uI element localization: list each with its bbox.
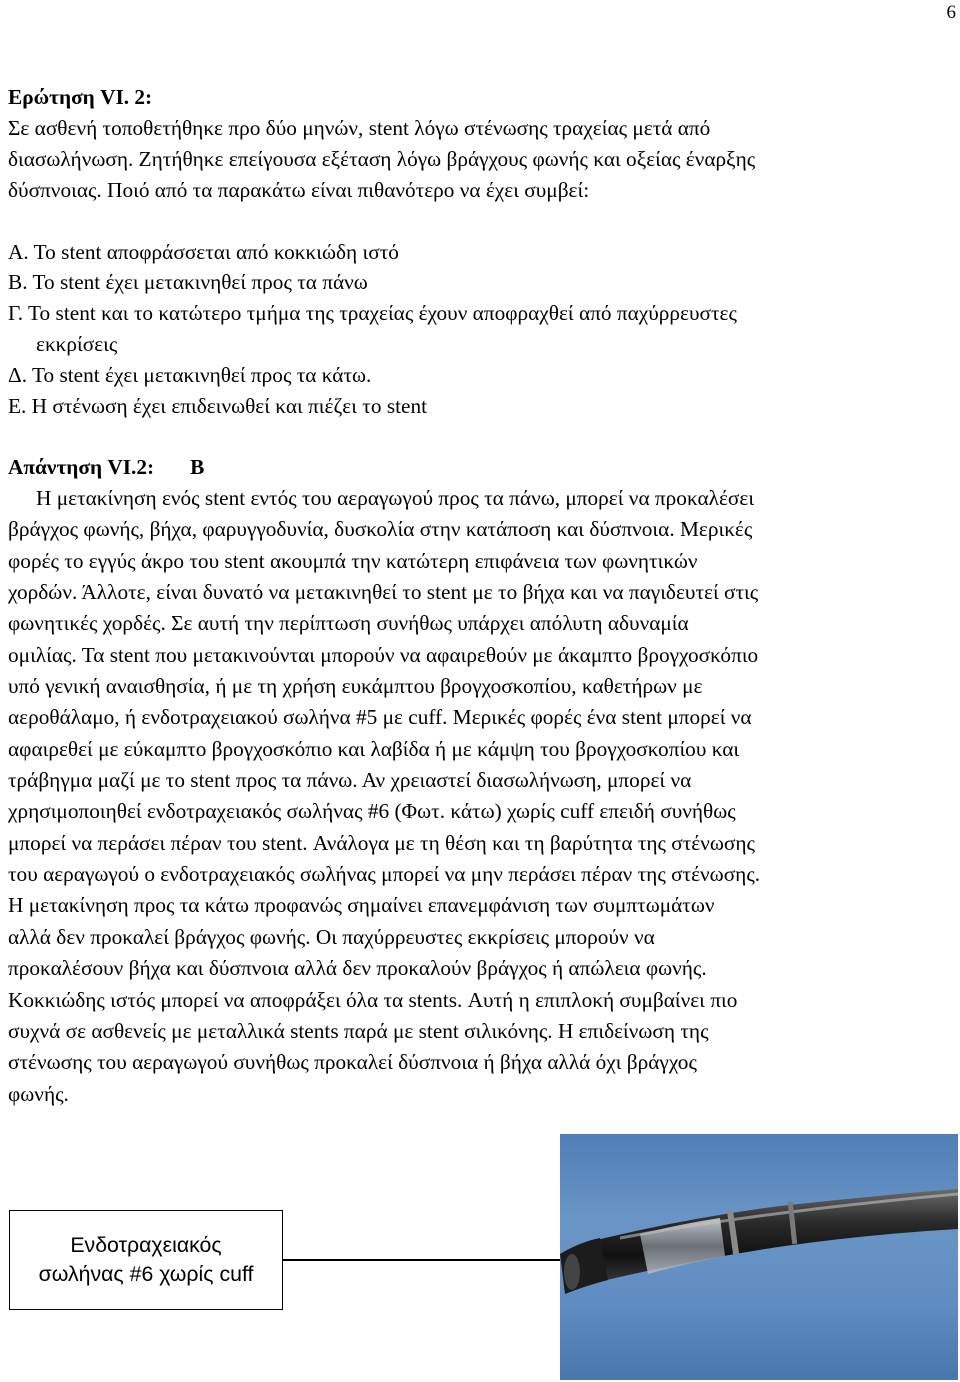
answer-line: υπό γενική αναισθησία, ή με τη χρήση ευκάμπτου βρογχοσκοπίου, καθετήρων με	[8, 674, 703, 699]
answer-line: χρησιμοποιηθεί ενδοτραχειακός σωλήνας #6 (Φωτ. κάτω) χωρίς cuff επειδή συνήθως	[8, 799, 736, 824]
answer-letter: Β	[190, 455, 205, 479]
answer-line: βράγχος φωνής, βήχα, φαρυγγοδυνία, δυσκολία στην κατάποση και δύσπνοια. Μερικές	[8, 517, 753, 542]
answer-line: του αεραγωγού ο ενδοτραχειακός σωλήνας μπορεί να μην περάσει πέραν της στένωσης.	[8, 862, 761, 887]
option-e: Ε. Η στένωση έχει επιδεινωθεί και πιέζει το stent	[8, 394, 428, 418]
answer-heading	[8, 452, 204, 483]
answer-line: Κοκκιώδης ιστός μπορεί να αποφράξει όλα τα stents. Αυτή η επιπλοκή συμβαίνει πιο	[8, 987, 738, 1012]
question-stem-line: δύσπνοιας. Ποιό από τα παρακάτω είναι πιθανότερο να έχει συμβεί:	[8, 178, 590, 202]
option-a: Α. Το stent αποφράσσεται από κοκκιώδη ιστό	[8, 240, 399, 264]
answer-line: φορές το εγγύς άκρο του stent ακουμπά την κατώτερη επιφάνεια των φωνητικών	[8, 548, 698, 573]
answer-line: συχνά σε ασθενείς με μεταλλικά stents παρά με stent σιλικόνης. Η επιδείνωση της	[8, 1018, 709, 1043]
page-number: 6	[946, 2, 956, 23]
answer-line: στένωσης του αεραγωγού συνήθως προκαλεί δύσπνοια ή βήχα αλλά όχι βράγχος	[8, 1050, 697, 1075]
figure-callout-box	[9, 1210, 283, 1310]
callout-connector-line	[283, 1259, 560, 1261]
answer-line: αφαιρεθεί με εύκαμπτο βρογχοσκόπιο και λαβίδα ή με κάμψη του βρογχοσκοπίου και	[8, 736, 740, 761]
answer-line: Η μετακίνηση ενός stent εντός του αεραγωγού προς τα πάνω, μπορεί να προκαλέσει	[36, 486, 755, 510]
endotracheal-tube-illustration	[560, 1134, 958, 1380]
answer-line: ομιλίας. Τα stent που μετακινούνται μπορούν να αφαιρεθούν με άκαμπτο βρογχοσκόπιο	[8, 642, 759, 667]
answer-line: αλλά δεν προκαλεί βράγχος φωνής. Οι παχύρρευστες εκκρίσεις μπορούν να	[8, 924, 655, 949]
callout-line: σωλήνας #6 χωρίς cuff	[38, 1262, 254, 1286]
answer-line: μπορεί να περάσει πέραν του stent. Ανάλογα με τη θέση και τη βαρύτητα της στένωσης	[8, 830, 755, 855]
callout-line: Ενδοτραχειακός	[70, 1233, 222, 1257]
option-c-continued: εκκρίσεις	[36, 332, 118, 356]
answer-line: τράβηγμα μαζί με το stent προς τα πάνω. Αν χρειαστεί διασωλήνωση, μπορεί να	[8, 768, 692, 793]
answer-line: χορδών. Άλλοτε, είναι δυνατό να μετακινηθεί το stent με το βήχα και να παγιδευτεί στις	[8, 580, 759, 605]
option-d: Δ. Το stent έχει μετακινηθεί προς τα κάτω.	[8, 363, 372, 387]
answer-line: προκαλέσουν βήχα και δύσπνοια αλλά δεν προκαλούν βράγχος ή απώλεια φωνής.	[8, 956, 707, 981]
answer-line: αεροθάλαμο, ή ενδοτραχειακού σωλήνα #5 με cuff. Μερικές φορές ένα stent μπορεί να	[8, 705, 752, 730]
question-stem-line: διασωλήνωση. Ζητήθηκε επείγουσα εξέταση λόγω βράγχους φωνής και οξείας έναρξης	[8, 147, 756, 171]
question-title: Ερώτηση VI. 2:	[8, 85, 153, 109]
answer-line: φωνητικές χορδές. Σε αυτή την περίπτωση συνήθως υπάρχει απόλυτη αδυναμία	[8, 611, 689, 636]
answer-line: φωνής.	[8, 1081, 69, 1106]
option-c: Γ. Το stent και το κατώτερο τμήμα της τραχείας έχουν αποφραχθεί από παχύρρευστες	[8, 301, 737, 325]
option-b: Β. Το stent έχει μετακινηθεί προς τα πάνω	[8, 270, 368, 294]
question-stem-line: Σε ασθενή τοποθετήθηκε προ δύο μηνών, stent λόγω στένωσης τραχείας μετά από	[8, 116, 711, 140]
answer-line: Η μετακίνηση προς τα κάτω προφανώς σημαίνει επανεμφάνιση των συμπτωμάτων	[8, 893, 715, 918]
endotracheal-tube-photo	[560, 1134, 958, 1380]
answer-title: Απάντηση VI.2:	[8, 455, 155, 479]
answer-explanation	[8, 483, 956, 1110]
